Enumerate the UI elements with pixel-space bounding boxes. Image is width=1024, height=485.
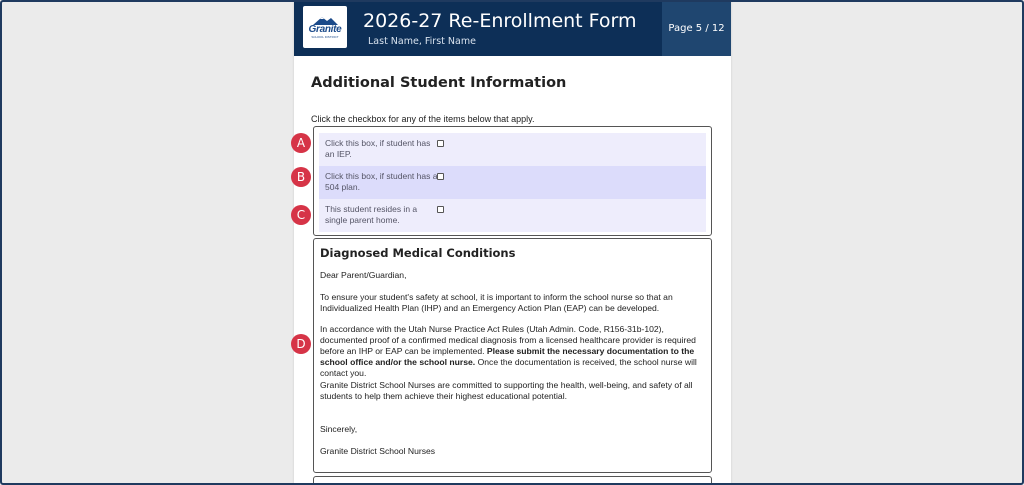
medical-paragraph-3: Granite District School Nurses are committed to supporting the health, well-being, and safety of all students to help them achieve their highest educational potential. [320,380,693,401]
medical-paragraph-2 [320,324,712,379]
plan-504-label: Click this box, if student has a 504 plan. [325,171,438,192]
student-name: Last Name, First Name [368,36,476,47]
medical-closing: Sincerely, [320,424,358,434]
medical-greeting: Dear Parent/Guardian, [320,270,407,280]
instructions-text: Click the checkbox for any of the items below that apply. [311,114,535,124]
single-parent-checkbox[interactable] [437,206,444,213]
single-parent-label: This student resides in a single parent home. [325,204,418,225]
page-indicator: Page 5 / 12 [662,0,731,56]
plan-504-checkbox[interactable] [437,173,444,180]
marker-d: D [291,334,311,354]
marker-c: C [291,205,311,225]
form-page [294,0,731,485]
medical-title: Diagnosed Medical Conditions [320,246,516,260]
next-section-box [313,476,712,485]
medical-conditions-box [313,238,712,473]
marker-b: B [291,167,311,187]
logo-text: Granite [308,24,342,35]
iep-label: Click this box, if student has an IEP. [325,138,431,159]
marker-a: A [291,133,311,153]
form-header [294,0,731,56]
section-title: Additional Student Information [311,75,567,91]
granite-logo [303,6,347,48]
medical-paragraph-2-text: In accordance with the Utah Nurse Practice Act Rules (Utah Admin. Code, R156-31b-102), documented proof of a confirmed medical diagnosis from a licensed healthcare provider is required before an IHP or EAP can be implemented. [320,324,696,356]
checkbox-group [313,126,712,236]
logo-subtext: SCHOOL DISTRICT [311,35,339,39]
medical-signature: Granite District School Nurses [320,446,436,456]
medical-paragraph-2-end: Once the documentation is received, the school nurse will contact you. [320,357,697,378]
medical-paragraph-2-emphasis: Please submit the necessary documentation to the school office and/or the school nurse. [320,346,695,367]
single-parent-row [319,199,706,232]
iep-checkbox[interactable] [437,140,444,147]
medical-paragraph-1: To ensure your student's safety at school, it is important to inform the school nurse so that an Individualized Health Plan (IHP) and an Emergency Action Plan (EAP) can be developed. [320,292,673,313]
form-title: 2026-27 Re-Enrollment Form [363,10,637,32]
plan-504-row [319,166,706,199]
iep-row [319,133,706,166]
